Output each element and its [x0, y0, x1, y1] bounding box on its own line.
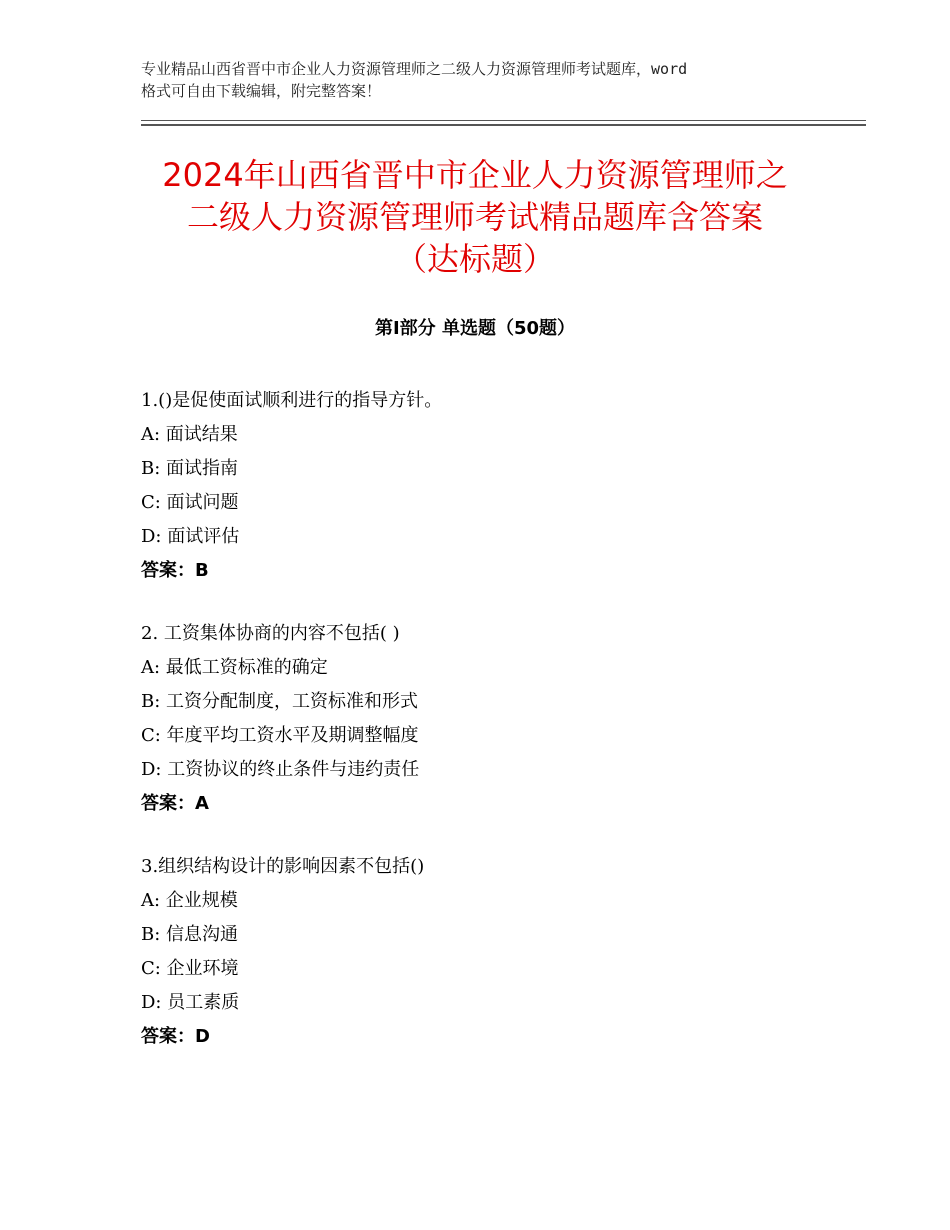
- option-a: A: 最低工资标准的确定: [141, 657, 328, 678]
- header-divider-thin: [141, 120, 866, 121]
- option-d: D: 面试评估: [141, 526, 240, 547]
- option-d: D: 工资协议的终止条件与违约责任: [141, 759, 420, 780]
- document-title-line2: 二级人力资源管理师考试精品题库含答案: [186, 198, 763, 236]
- header-note: [141, 58, 841, 102]
- question-stem: 2. 工资集体协商的内容不包括( ): [141, 623, 400, 644]
- header-divider-thick: [141, 124, 866, 126]
- section-title: 第Ⅰ部分 单选题（50题）: [374, 318, 575, 339]
- option-a: A: 企业规模: [141, 890, 238, 911]
- header-note-line1: 专业精品山西省晋中市企业人力资源管理师之二级人力资源管理师考试题库，word: [141, 60, 688, 78]
- option-c: C: 年度平均工资水平及期调整幅度: [141, 725, 419, 746]
- option-c: C: 企业环境: [141, 958, 239, 979]
- option-b: B: 面试指南: [141, 458, 239, 479]
- question-stem: 1.()是促使面试顺利进行的指导方针。: [141, 390, 443, 411]
- answer-label: 答案：A: [141, 793, 209, 814]
- document-title-line1: 2024年山西省晋中市企业人力资源管理师之: [162, 156, 788, 194]
- question-stem: 3.组织结构设计的影响因素不包括(): [141, 856, 425, 877]
- option-a: A: 面试结果: [141, 424, 238, 445]
- question-list: [141, 384, 861, 1083]
- question-1: [141, 384, 861, 588]
- document-title: [100, 154, 850, 280]
- question-2: [141, 617, 861, 821]
- header-note-line2: 格式可自由下载编辑，附完整答案！: [141, 82, 382, 100]
- answer-label: 答案：D: [141, 1026, 210, 1047]
- question-3: [141, 850, 861, 1054]
- option-b: B: 工资分配制度，工资标准和形式: [141, 691, 419, 712]
- document-title-line3: （达标题）: [394, 240, 555, 278]
- option-b: B: 信息沟通: [141, 924, 239, 945]
- answer-label: 答案：B: [141, 560, 209, 581]
- option-c: C: 面试问题: [141, 492, 239, 513]
- option-d: D: 员工素质: [141, 992, 240, 1013]
